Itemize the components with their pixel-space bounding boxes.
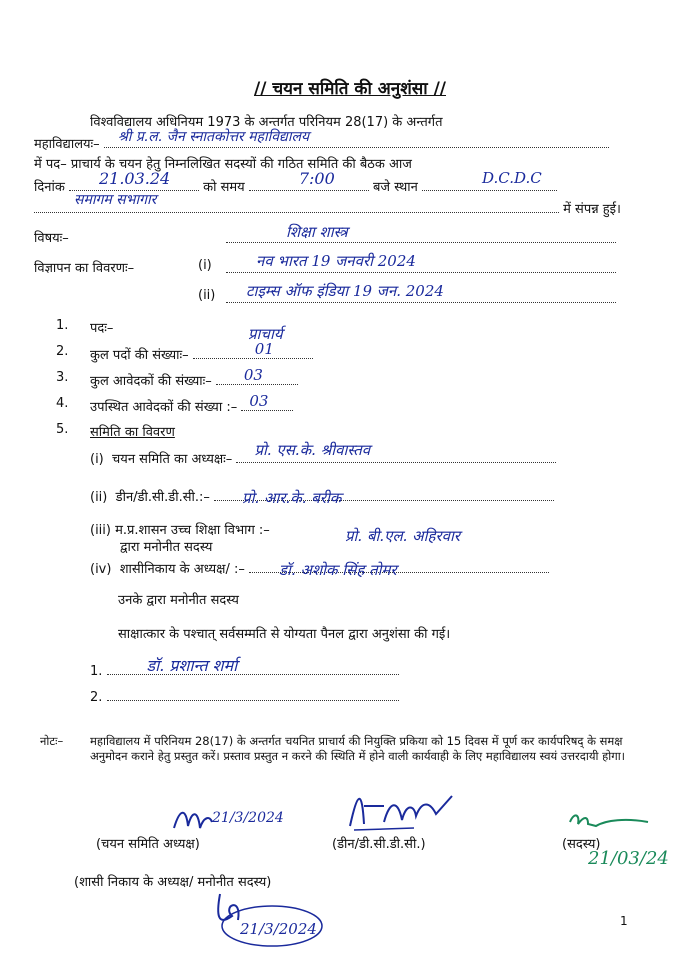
intro-line-1: विश्वविद्यालय अधिनियम 1973 के अन्तर्गत परिनियम 28(17) के अन्तर्गत [90, 115, 443, 130]
place-line-2 [34, 192, 621, 217]
item-1-label: पदः– [90, 321, 114, 336]
recommendation-text: साक्षात्कार के पश्चात् सर्वसम्मति से योग्यता पैनल द्वारा अनुशंसा की गई। [118, 627, 451, 642]
advert-value-2: टाइम्स ऑफ इंडिया 19 जन. 2024 [246, 282, 444, 300]
advert-value-1: नव भारत 19 जनवरी 2024 [256, 252, 416, 270]
place-value: D.C.D.C [482, 169, 542, 187]
note-text: महाविद्यालय में परिनियम 28(17) के अन्तर्गत चयनित प्राचार्य की नियुक्ति प्रकिया को 15 दिवस में पूर्ण कर कार्यपरिषद् के समक्ष अनुमोदन कराने हेतु प्रस्तुत करें। प्रस्ताव प्रस्तुत न करने की स्थिति में होने वाली कार्यवाही के लिए महाविद्यालय स्वयं उत्तरदायी होगा। [90, 734, 626, 763]
committee-1-value: प्रो. एस.के. श्रीवास्तव [254, 441, 371, 459]
college-label: महाविद्यालयः– [34, 137, 100, 152]
committee-3: (iii) म.प्र.शासन उच्च शिक्षा विभाग :– [90, 523, 270, 538]
panel-1-value: डॉ. प्रशान्त शर्मा [146, 656, 238, 675]
chair-label: (चयन समिति अध्यक्ष) [96, 837, 200, 852]
committee-2-value: प्रो. आर.के. बरीक [242, 489, 342, 507]
committee-2: (ii) डीन/डी.सी.डी.सी.:– प्रो. आर.के. बरीक [90, 486, 554, 505]
college-field [104, 129, 609, 148]
subject-field [226, 223, 616, 247]
committee-3-label-2: द्वारा मनोनीत सदस्य [120, 540, 213, 555]
advert-label: विज्ञापन का विवरणः– [34, 261, 135, 276]
item-2-value: 01 [254, 340, 274, 358]
item-3-num: 3. [56, 370, 69, 385]
page-title: // चयन समिति की अनुशंसा // [253, 79, 446, 99]
place-label: बजे स्थान [373, 180, 418, 195]
advert-marker-1: (i) [198, 258, 212, 273]
committee-4: (iv) शासीनिकाय के अध्यक्ष/ :– डॉ. अशोक सिंह तोमर [90, 558, 549, 577]
member-date: 21/03/24 [588, 848, 669, 869]
item-1-num: 1. [56, 318, 69, 333]
item-2-label: कुल पदों की संख्याः– 01 [90, 344, 313, 363]
date-field [69, 169, 199, 191]
gov-label: (शासी निकाय के अध्यक्ष/ मनोनीत सदस्य) [74, 875, 272, 890]
panel-1: 1. डॉ. प्रशान्त शर्मा [90, 660, 399, 679]
subject-value: शिक्षा शास्त्र [286, 223, 348, 241]
committee-1: (i) चयन समिति का अध्यक्षः– प्रो. एस.के. श्रीवास्तव [90, 448, 556, 467]
committee-4-label-2: उनके द्वारा मनोनीत सदस्य [118, 593, 239, 608]
place-field [422, 169, 557, 191]
gov-date: 21/3/2024 [240, 920, 317, 938]
item-2-num: 2. [56, 344, 69, 359]
item-5-label: समिति का विवरण [90, 425, 175, 440]
place-value-2: समागम सभागार [74, 192, 157, 208]
dean-label: (डीन/डी.सी.डी.सी.) [332, 837, 426, 852]
completed-text: में संपन्न हुई। [563, 202, 621, 217]
page-number: 1 [620, 914, 628, 928]
chair-date: 21/3/2024 [212, 810, 284, 826]
time-label: को समय [203, 180, 245, 195]
college-value: श्री प्र.ल. जैन स्नातकोत्तर महाविद्यालय [117, 129, 310, 145]
item-4-num: 4. [56, 396, 69, 411]
advert-field-1 [226, 252, 616, 277]
item-1-value: प्राचार्य [248, 325, 283, 343]
time-value: 7:00 [298, 169, 335, 188]
date-value: 21.03.24 [98, 169, 171, 188]
member-label: (सदस्य) [562, 837, 601, 852]
dean-signature [344, 786, 464, 834]
date-label: दिनांक [34, 180, 65, 195]
advert-field-2 [226, 282, 616, 307]
place-field-2 [34, 192, 559, 213]
intro-line-3: में पद– प्राचार्य के चयन हेतु निम्नलिखित सदस्यों की गठित समिति की बैठक आज [34, 157, 412, 172]
committee-4-value: डॉ. अशोक सिंह तोमर [279, 561, 397, 579]
college-line [34, 129, 609, 152]
panel-2: 2. [90, 686, 399, 705]
note-label: नोटः– [40, 734, 64, 748]
item-3-value: 03 [243, 366, 263, 384]
subject-label: विषयः– [34, 231, 69, 246]
item-5-num: 5. [56, 422, 69, 437]
item-4-value: 03 [249, 392, 269, 410]
time-field [249, 169, 369, 191]
item-3-label: कुल आवेदकों की संख्याः– 03 [90, 370, 298, 389]
advert-marker-2: (ii) [198, 288, 216, 303]
item-4-label: उपस्थित आवेदकों की संख्या :– 03 [90, 396, 293, 415]
committee-3-value: प्रो. बी.एल. अहिरवार [345, 527, 460, 545]
